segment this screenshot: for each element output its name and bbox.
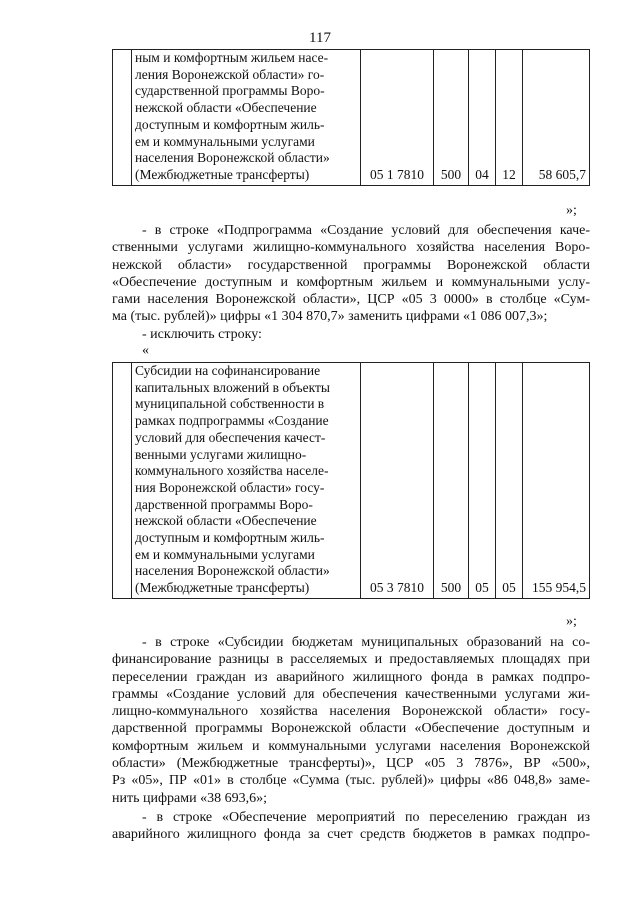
closing-quote: »; xyxy=(566,203,577,218)
table-row xyxy=(113,363,590,599)
paragraph-line: ственными услугами жилищно-коммунального хозяйства населения Воро- xyxy=(112,240,590,256)
table-cell-rz: 04 xyxy=(469,50,496,186)
paragraph-line: аварийного жилищного фонда за счет средств бюджетов в рамках подпро- xyxy=(112,827,590,843)
cell-text-line: населения Воронежской области» xyxy=(135,150,330,166)
paragraph-line: нить цифрами «38 693,6»; xyxy=(112,790,267,806)
cell-text-line: нежской области «Обеспечение xyxy=(135,100,317,116)
cell-text-line: Субсидии на софинансирование xyxy=(135,363,321,378)
paragraph-line: финансирование разницы в расселяемых и предоставляемых площадях при xyxy=(112,652,590,668)
budget-table-fragment-2 xyxy=(112,362,590,599)
cell-text-line: (Межбюджетные трансферты) xyxy=(135,580,310,596)
table-cell-name xyxy=(132,363,361,599)
cell-text-line: условий для обеспечения качест- xyxy=(135,429,326,445)
closing-quote: »; xyxy=(566,614,577,629)
cell-text-line: доступным и комфортным жиль- xyxy=(135,116,325,132)
table-row xyxy=(113,50,590,186)
paragraph-line: комфортным жильем и коммунальными услугами населения Воронежской xyxy=(112,738,590,754)
table-cell-sum: 155 954,5 xyxy=(523,363,590,599)
paragraph-line: - в строке «Обеспечение мероприятий по переселению граждан из xyxy=(142,810,590,825)
table-cell-csr: 05 3 7810 xyxy=(361,363,434,599)
paragraph-line: переселении граждан из аварийного жилищного фонда в рамках подпро- xyxy=(112,669,590,685)
cell-text-line: ния Воронежской области» госу- xyxy=(135,479,325,495)
cell-text-line: коммунального хозяйства населе- xyxy=(135,463,329,479)
opening-quote: « xyxy=(142,343,149,358)
cell-text-line: ным и комфортным жильем насе- xyxy=(135,50,329,65)
cell-text-line: венными услугами жилищно- xyxy=(135,446,307,462)
paragraph-line: граммы «Создание условий для обеспечения качественными услугами жи- xyxy=(112,686,590,702)
table-cell-vr: 500 xyxy=(434,50,469,186)
cell-text-line: сударственной программы Воро- xyxy=(135,83,325,99)
paragraph-line: - исключить строку: xyxy=(142,327,262,342)
table-cell-pr: 05 xyxy=(496,363,523,599)
table-cell-blank xyxy=(113,363,132,599)
table-cell-name xyxy=(132,50,361,186)
amendment-paragraph-2 xyxy=(112,634,590,807)
cell-text-line: доступным и комфортным жиль- xyxy=(135,530,325,546)
exclude-line xyxy=(112,326,590,343)
paragraph-line: нежской области» государственной программы Воронежской области xyxy=(112,257,590,273)
paragraph-line: области» (Межбюджетные трансферты)», ЦСР «05 3 7876», ВР «500», xyxy=(112,756,590,772)
table-cell-pr: 12 xyxy=(496,50,523,186)
page-number: 117 xyxy=(309,30,331,46)
paragraph-line: - в строке «Подпрограмма «Создание условий для обеспечения каче- xyxy=(142,223,590,238)
paragraph-line: «Обеспечение доступным и комфортным жильем и коммунальными услу- xyxy=(112,274,590,290)
budget-table-fragment-1 xyxy=(112,49,590,186)
cell-text-line: ления Воронежской области» го- xyxy=(135,66,325,82)
paragraph-line: Рз «05», ПР «01» в столбце «Сумма (тыс. рублей)» цифры «86 048,8» заме- xyxy=(112,773,590,789)
paragraph-line: лищно-коммунального хозяйства населения Воронежской области» госу- xyxy=(112,704,590,720)
table-cell-sum: 58 605,7 xyxy=(523,50,590,186)
table-cell-csr: 05 1 7810 xyxy=(361,50,434,186)
cell-text-line: нежской области «Обеспечение xyxy=(135,513,317,529)
amendment-paragraph-3 xyxy=(112,809,590,844)
cell-text-line: рамках подпрограммы «Создание xyxy=(135,413,329,429)
table-cell-rz: 05 xyxy=(469,363,496,599)
cell-text-line: муниципальной собственности в xyxy=(135,396,325,412)
amendment-paragraph-1 xyxy=(112,222,590,326)
table-cell-blank xyxy=(113,50,132,186)
cell-text-line: населения Воронежской области» xyxy=(135,563,330,579)
paragraph-line: гами населения Воронежской области», ЦСР «05 3 0000» в столбце «Сум- xyxy=(112,292,590,308)
paragraph-line: дарственной программы Воронежской области «Обеспечение доступным и xyxy=(112,721,590,737)
paragraph-line: - в строке «Субсидии бюджетам муниципальных образований на со- xyxy=(142,635,590,650)
cell-text-line: капитальных вложений в объекты xyxy=(135,379,330,395)
cell-text-line: ем и коммунальными услугами xyxy=(135,546,315,562)
cell-text-line: дарственной программы Воро- xyxy=(135,496,313,512)
table-cell-vr: 500 xyxy=(434,363,469,599)
cell-text-line: ем и коммунальными услугами xyxy=(135,133,315,149)
paragraph-line: ма (тыс. рублей)» цифры «1 304 870,7» заменить цифрами «1 086 007,3»; xyxy=(112,309,548,325)
cell-text-line: (Межбюджетные трансферты) xyxy=(135,166,310,182)
